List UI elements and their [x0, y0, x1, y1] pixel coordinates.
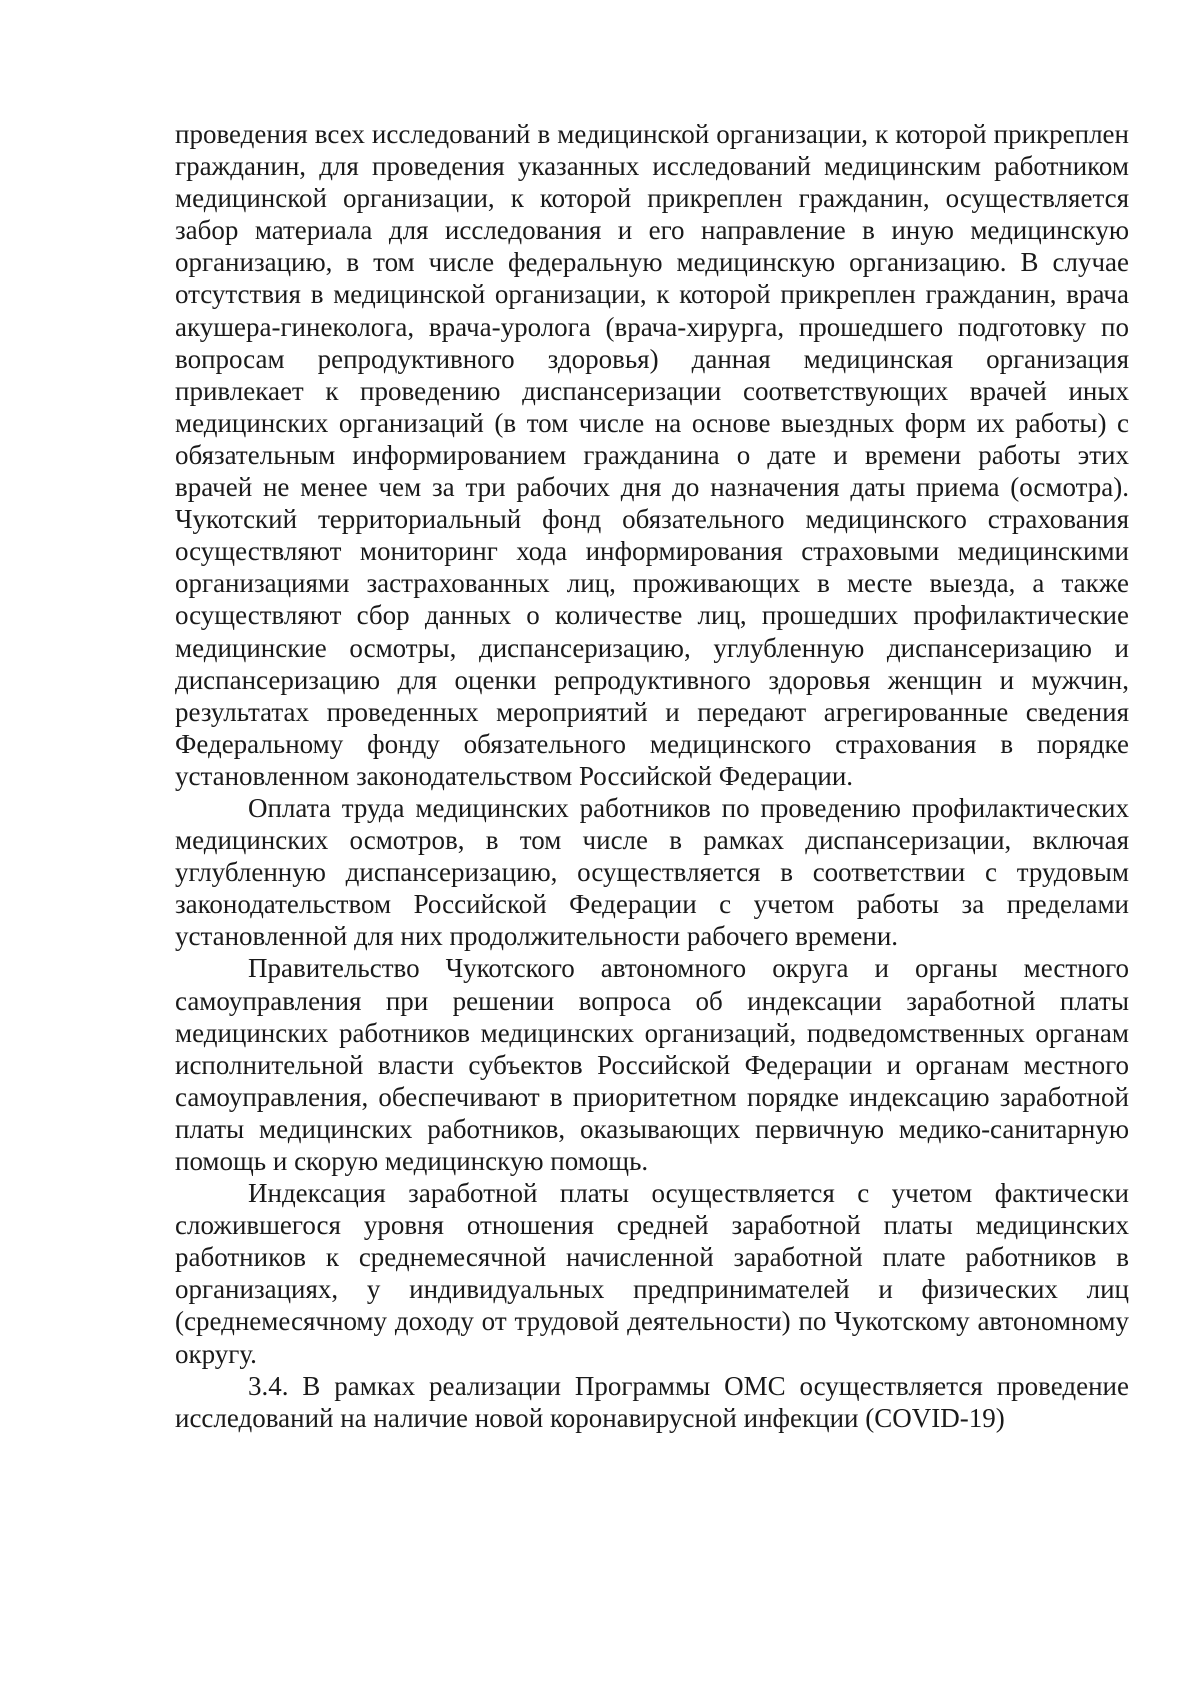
paragraph-screening-continuation: проведения всех исследований в медицинской организации, к которой прикреплен гражданин, для проведения указанных исследований медицинским работником медицинской организации, к которой прикреплен гражданин, осуществляется забор материала для исследования и его направление в иную медицинскую организацию, в том числе федеральную медицинскую организацию. В случае отсутствия в медицинской организации, к которой прикреплен гражданин, врача акушера-гинеколога, врача-уролога (врача-хирурга, прошедшего подготовку по вопросам репродуктивного здоровья) данная медицинская организация привлекает к проведению диспансеризации соответствующих врачей иных медицинских организаций (в том числе на основе выездных форм их работы) с обязательным информированием гражданина о дате и времени работы этих врачей не менее чем за три рабочих дня до назначения даты приема (осмотра). Чукотский территориальный фонд обязательного медицинского страхования осуществляют мониторинг хода информирования страховыми медицинскими организациями застрахованных лиц, проживающих в месте выезда, а также осуществляют сбор данных о количестве лиц, прошедших профилактические медицинские осмотры, диспансеризацию, углубленную диспансеризацию и диспансеризацию для оценки репродуктивного здоровья женщин и мужчин, результатах проведенных мероприятий и передают агрегированные сведения Федеральному фонду обязательного медицинского страхования в порядке установленном законодательством Российской Федерации.	[175, 119, 1129, 791]
paragraph-government-indexation: Правительство Чукотского автономного округа и органы местного самоуправления при решении вопроса об индексации заработной платы медицинских работников медицинских организаций, подведомственных органам исполнительной власти субъектов Российской Федерации и органам местного самоуправления, обеспечивают в приоритетном порядке индексацию заработной платы медицинских работников, оказывающих первичную медико-санитарную помощь и скорую медицинскую помощь.	[175, 953, 1129, 1176]
paragraph-section-3-4: 3.4. В рамках реализации Программы ОМС осуществляется проведение исследований на наличие новой коронавирусной инфекции (COVID-19)	[175, 1370, 1129, 1433]
paragraph-salary-indexation: Индексация заработной платы осуществляется с учетом фактически сложившегося уровня отношения средней заработной платы медицинских работников к среднемесячной начисленной заработной плате работников в организациях, у индивидуальных предпринимателей и физических лиц (среднемесячному доходу от трудовой деятельности) по Чукотскому автономному округу.	[175, 1178, 1129, 1369]
paragraph-payment-of-labor: Оплата труда медицинских работников по проведению профилактических медицинских осмотров, в том числе в рамках диспансеризации, включая углубленную диспансеризацию, осуществляется в соответствии с трудовым законодательством Российской Федерации с учетом работы за пределами установленной для них продолжительности рабочего времени.	[175, 792, 1129, 952]
document-body	[175, 118, 1129, 1434]
